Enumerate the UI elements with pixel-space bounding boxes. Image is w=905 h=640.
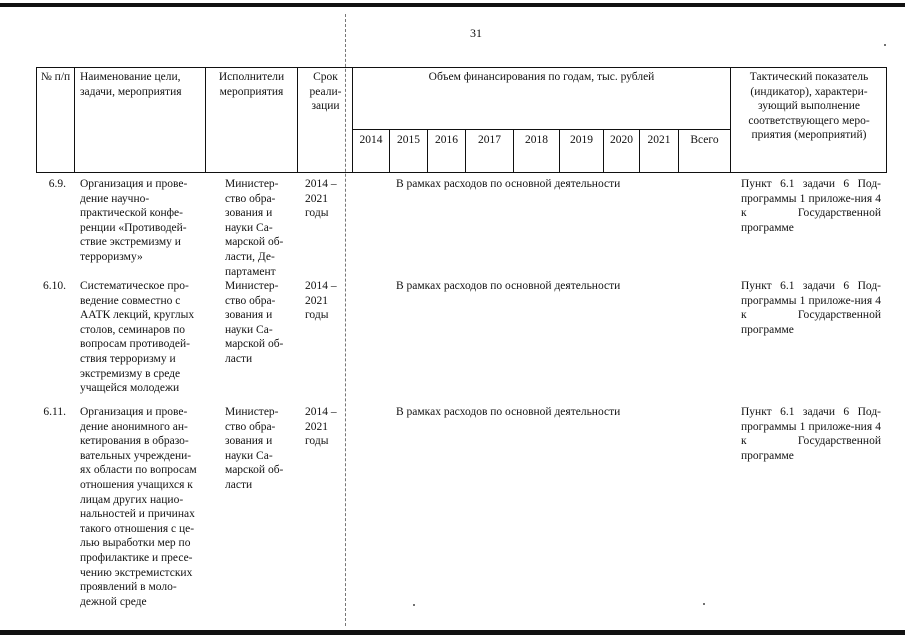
year-2018: 2018 bbox=[525, 134, 548, 146]
header-financing: Объем финансирования по годам, тыс. рублей bbox=[428, 71, 655, 83]
col-line bbox=[297, 67, 298, 173]
row-indicator: Пункт 6.1 задачи 6 Под-программы 1 приложе-ния 4 к Государственной программе bbox=[741, 178, 881, 234]
year-2019: 2019 bbox=[570, 134, 593, 146]
year-2021: 2021 bbox=[647, 134, 671, 146]
bottom-border bbox=[0, 630, 905, 635]
row-executors: Министер-ство обра-зования и науки Са-марской об-ласти, Де-партамент bbox=[225, 178, 284, 278]
years-divider-line bbox=[352, 129, 730, 130]
col-line bbox=[886, 67, 887, 173]
header-num: № п/п bbox=[40, 71, 71, 83]
row-indicator: Пункт 6.1 задачи 6 Под-программы 1 приложе-ния 4 к Государственной программе bbox=[741, 280, 881, 336]
header-name: Наименование цели, задачи, мероприятия bbox=[80, 71, 182, 98]
row-term: 2014 – 2021 годы bbox=[305, 406, 337, 448]
row-name: Организация и прове-дение научно-практической конфе-ренции «Противодей-ствие экстремизму и терроризму» bbox=[80, 178, 188, 263]
row-financing: В рамках расходов по основной деятельности bbox=[396, 406, 621, 418]
row-name: Систематическое про-ведение совместно с ААТК лекций, круглых столов, семинаров по вопросам противодей-ствия терроризму и экстремизму в среде учащейся молодежи bbox=[80, 280, 195, 395]
page-number: 31 bbox=[470, 26, 482, 40]
scan-speck bbox=[884, 44, 886, 46]
row-name: Организация и прове-дение анонимного ан-кетирования в образо-вательных учреждени-ях области по вопросам отношения учащихся к лицам других нацио-нальностей и причинах такого отношения с це-лью выработки мер по профилактике и пресе-чению экстремистских проявлений в моло-дежной среде bbox=[80, 406, 197, 608]
year-2016: 2016 bbox=[435, 134, 458, 146]
row-executors: Министер-ство обра-зования и науки Са-марской об-ласти bbox=[225, 406, 284, 491]
row-indicator: Пункт 6.1 задачи 6 Под-программы 1 приложе-ния 4 к Государственной программе bbox=[741, 406, 881, 462]
top-border bbox=[0, 3, 905, 7]
row-number: 6.11. bbox=[43, 406, 66, 418]
table-top-line bbox=[36, 67, 887, 68]
header-bottom-line bbox=[36, 172, 887, 173]
header-executors: Исполнители мероприятия bbox=[218, 71, 285, 98]
year-2017: 2017 bbox=[478, 134, 501, 146]
row-number: 6.10. bbox=[43, 280, 66, 292]
row-executors: Министер-ство обра-зования и науки Са-марской об-ласти bbox=[225, 280, 284, 365]
year-2020: 2020 bbox=[610, 134, 633, 146]
scan-speck bbox=[703, 603, 705, 605]
col-line bbox=[730, 67, 731, 173]
header-term: Срок реали-зации bbox=[309, 71, 342, 113]
year-2014: 2014 bbox=[359, 134, 383, 146]
row-number: 6.9. bbox=[48, 178, 66, 190]
year-2015: 2015 bbox=[397, 134, 420, 146]
header-indicator: Тактический показатель (индикатор), характери-зующий выполнение соответствующего меро-приятия (мероприятий) bbox=[748, 71, 870, 142]
row-term: 2014 – 2021 годы bbox=[305, 178, 337, 220]
scan-speck bbox=[413, 604, 415, 606]
row-financing: В рамках расходов по основной деятельности bbox=[396, 178, 621, 190]
row-financing: В рамках расходов по основной деятельности bbox=[396, 280, 621, 292]
col-line bbox=[74, 67, 75, 173]
row-term: 2014 – 2021 годы bbox=[305, 280, 337, 322]
year-total: Всего bbox=[690, 134, 719, 146]
